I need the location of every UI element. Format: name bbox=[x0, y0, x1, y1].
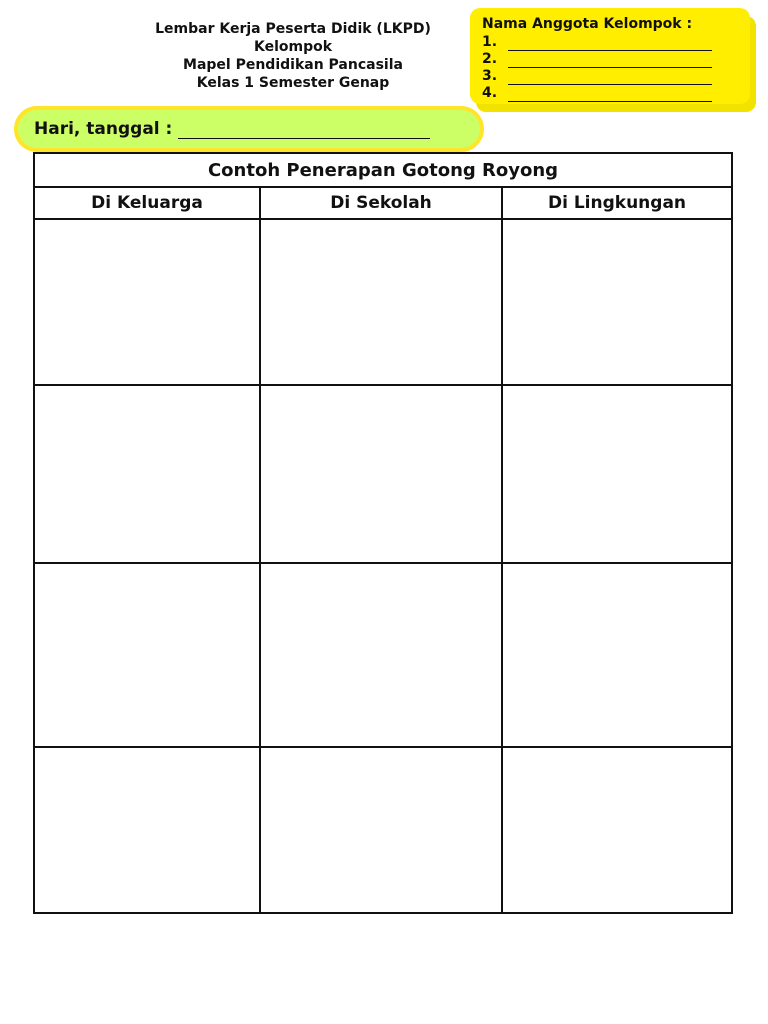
column-header-keluarga: Di Keluarga bbox=[34, 187, 260, 219]
member-number: 4. bbox=[482, 85, 498, 101]
answer-cell[interactable] bbox=[260, 219, 502, 385]
answer-cell[interactable] bbox=[502, 219, 732, 385]
table-title: Contoh Penerapan Gotong Royong bbox=[34, 153, 732, 187]
member-line-1 bbox=[482, 34, 738, 51]
member-name-blank[interactable] bbox=[508, 89, 712, 102]
answer-cell[interactable] bbox=[260, 563, 502, 747]
table-row bbox=[34, 563, 732, 747]
answer-cell[interactable] bbox=[34, 385, 260, 563]
answer-cell[interactable] bbox=[502, 563, 732, 747]
member-number: 3. bbox=[482, 68, 498, 84]
answer-cell[interactable] bbox=[502, 747, 732, 913]
table-row bbox=[34, 385, 732, 563]
column-header-lingkungan: Di Lingkungan bbox=[502, 187, 732, 219]
answer-cell[interactable] bbox=[34, 563, 260, 747]
answer-cell[interactable] bbox=[260, 385, 502, 563]
class-semester-label: Kelas 1 Semester Genap bbox=[196, 75, 390, 91]
member-name-blank[interactable] bbox=[508, 55, 712, 68]
answer-cell[interactable] bbox=[34, 747, 260, 913]
member-number: 1. bbox=[482, 34, 498, 50]
answer-cell[interactable] bbox=[502, 385, 732, 563]
answer-cell[interactable] bbox=[260, 747, 502, 913]
group-label: Kelompok bbox=[253, 39, 333, 55]
member-line-3 bbox=[482, 68, 738, 85]
member-line-4 bbox=[482, 85, 738, 102]
gotong-royong-table bbox=[33, 152, 733, 914]
subject-label: Mapel Pendidikan Pancasila bbox=[183, 57, 403, 73]
worksheet-title: Lembar Kerja Peserta Didik (LKPD) bbox=[155, 21, 431, 37]
member-number: 2. bbox=[482, 51, 498, 67]
members-title: Nama Anggota Kelompok : bbox=[482, 16, 693, 32]
date-label: Hari, tanggal : bbox=[34, 119, 173, 139]
member-line-2 bbox=[482, 51, 738, 68]
member-name-blank[interactable] bbox=[508, 72, 712, 85]
member-name-blank[interactable] bbox=[508, 38, 712, 51]
group-members-card bbox=[470, 8, 750, 104]
worksheet-header bbox=[108, 20, 478, 92]
column-header-sekolah: Di Sekolah bbox=[260, 187, 502, 219]
table-row bbox=[34, 747, 732, 913]
answer-cell[interactable] bbox=[34, 219, 260, 385]
date-blank[interactable] bbox=[178, 124, 430, 139]
date-field-pill bbox=[14, 106, 484, 152]
table-row bbox=[34, 219, 732, 385]
